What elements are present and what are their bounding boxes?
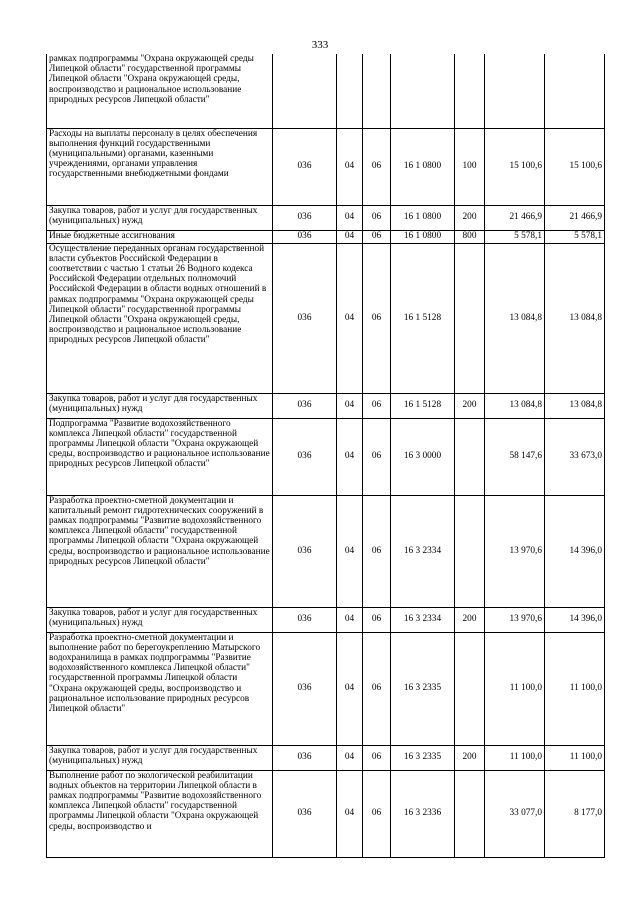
target-code: 16 1 5128 [391,243,455,393]
sum-first-year: 11 100,0 [485,745,545,770]
sum-first-year: 13 084,8 [485,393,545,418]
table-row [47,54,605,128]
subsection-code: 06 [363,632,391,745]
expense-type-code: 200 [455,745,485,770]
expense-type-code: 200 [455,607,485,632]
table-row [47,745,605,770]
ministry-code: 036 [273,607,337,632]
sum-first-year: 13 970,6 [485,607,545,632]
sum-first-year [485,54,545,128]
section-code: 04 [337,495,363,607]
row-name: Разработка проектно-сметной документации и выполнение работ по берегоукреплению Матырского водохранилища в рамках подпрограммы "Развитие водохозяйственного комплекса Липецкой области" государственной программы Липецкой области "Охрана окружающей среды, воспроизводство и рациональное использование природных ресурсов Липецкой области" [47,632,273,745]
subsection-code: 06 [363,418,391,495]
section-code: 04 [337,418,363,495]
ministry-code: 036 [273,770,337,857]
subsection-code: 06 [363,607,391,632]
row-name: Осуществление переданных органам государственной власти субъектов Российской Федерации в соответствии с частью 1 статьи 26 Водного кодекса Российской Федерации отдельных полномочий Российской Федерации в области водных отношений в рамках подпрограммы "Охрана окружающей среды Липецкой области" государственной программы Липецкой области "Охрана окружающей среды, воспроизводство и рациональное использование природных ресурсов Липецкой области" [47,243,273,393]
target-code [391,54,455,128]
ministry-code: 036 [273,495,337,607]
sum-second-year: 5 578,1 [545,230,605,243]
target-code: 16 1 0800 [391,205,455,230]
ministry-code: 036 [273,393,337,418]
sum-first-year: 58 147,6 [485,418,545,495]
sum-first-year: 11 100,0 [485,632,545,745]
subsection-code: 06 [363,128,391,205]
target-code: 16 3 2334 [391,495,455,607]
expense-type-code [455,495,485,607]
target-code: 16 3 2336 [391,770,455,857]
table-row [47,607,605,632]
budget-table [46,54,605,858]
subsection-code: 06 [363,495,391,607]
expense-type-code [455,770,485,857]
sum-second-year: 14 396,0 [545,495,605,607]
subsection-code: 06 [363,393,391,418]
sum-first-year: 33 077,0 [485,770,545,857]
ministry-code: 036 [273,745,337,770]
ministry-code: 036 [273,632,337,745]
table-row [47,393,605,418]
target-code: 16 3 0000 [391,418,455,495]
expense-type-code [455,54,485,128]
table-row [47,243,605,393]
ministry-code [273,54,337,128]
section-code: 04 [337,770,363,857]
row-name: Закупка товаров, работ и услуг для государственных (муниципальных) нужд [47,745,273,770]
row-name: Закупка товаров, работ и услуг для государственных (муниципальных) нужд [47,607,273,632]
page-number: 333 [311,39,329,51]
table-row [47,128,605,205]
row-name: Иные бюджетные ассигнования [47,230,273,243]
subsection-code: 06 [363,243,391,393]
row-name: рамках подпрограммы "Охрана окружающей среды Липецкой области" государственной программы Липецкой области "Охрана окружающей среды, воспроизводство и рациональное использование природных ресурсов Липецкой области" [47,54,273,128]
ministry-code: 036 [273,418,337,495]
ministry-code: 036 [273,205,337,230]
expense-type-code: 200 [455,205,485,230]
subsection-code: 06 [363,205,391,230]
expense-type-code [455,243,485,393]
table-row [47,230,605,243]
subsection-code: 06 [363,230,391,243]
section-code: 04 [337,205,363,230]
section-code: 04 [337,632,363,745]
section-code [337,54,363,128]
sum-first-year: 15 100,6 [485,128,545,205]
sum-second-year [545,54,605,128]
sum-first-year: 21 466,9 [485,205,545,230]
sum-second-year: 8 177,0 [545,770,605,857]
sum-second-year: 13 084,8 [545,243,605,393]
section-code: 04 [337,128,363,205]
row-name: Расходы на выплаты персоналу в целях обеспечения выполнения функций государственными (муниципальными) органами, казенными учреждениями, органами управления государственными внебюджетными фондами [47,128,273,205]
target-code: 16 1 5128 [391,393,455,418]
sum-second-year: 33 673,0 [545,418,605,495]
target-code: 16 3 2335 [391,632,455,745]
target-code: 16 3 2335 [391,745,455,770]
row-name: Выполнение работ по экологической реабилитации водных объектов на территории Липецкой области в рамках подпрограммы "Развитие водохозяйственного комплекса Липецкой области" государственной программы Липецкой области "Охрана окружающей среды, воспроизводство и [47,770,273,857]
table-row [47,205,605,230]
sum-first-year: 13 084,8 [485,243,545,393]
subsection-code [363,54,391,128]
row-name: Закупка товаров, работ и услуг для государственных (муниципальных) нужд [47,205,273,230]
section-code: 04 [337,243,363,393]
expense-type-code [455,632,485,745]
sum-first-year: 13 970,6 [485,495,545,607]
section-code: 04 [337,393,363,418]
target-code: 16 1 0800 [391,230,455,243]
target-code: 16 1 0800 [391,128,455,205]
table-row [47,770,605,857]
section-code: 04 [337,745,363,770]
section-code: 04 [337,230,363,243]
table-row [47,418,605,495]
section-code: 04 [337,607,363,632]
ministry-code: 036 [273,243,337,393]
expense-type-code: 100 [455,128,485,205]
sum-second-year: 15 100,6 [545,128,605,205]
table-row [47,632,605,745]
subsection-code: 06 [363,770,391,857]
row-name: Подпрограмма "Развитие водохозяйственного комплекса Липецкой области" государственной программы Липецкой области "Охрана окружающей среды, воспроизводство и рациональное использование природных ресурсов Липецкой области" [47,418,273,495]
expense-type-code: 200 [455,393,485,418]
sum-second-year: 21 466,9 [545,205,605,230]
table-row [47,495,605,607]
sum-first-year: 5 578,1 [485,230,545,243]
expense-type-code: 800 [455,230,485,243]
sum-second-year: 11 100,0 [545,632,605,745]
expense-type-code [455,418,485,495]
sum-second-year: 13 084,8 [545,393,605,418]
ministry-code: 036 [273,128,337,205]
row-name: Закупка товаров, работ и услуг для государственных (муниципальных) нужд [47,393,273,418]
row-name: Разработка проектно-сметной документации и капитальный ремонт гидротехнических сооружений в рамках подпрограммы "Развитие водохозяйственного комплекса Липецкой области" государственной программы Липецкой области "Охрана окружающей среды, воспроизводство и рациональное использование природных ресурсов Липецкой области" [47,495,273,607]
sum-second-year: 14 396,0 [545,607,605,632]
subsection-code: 06 [363,745,391,770]
sum-second-year: 11 100,0 [545,745,605,770]
ministry-code: 036 [273,230,337,243]
target-code: 16 3 2334 [391,607,455,632]
